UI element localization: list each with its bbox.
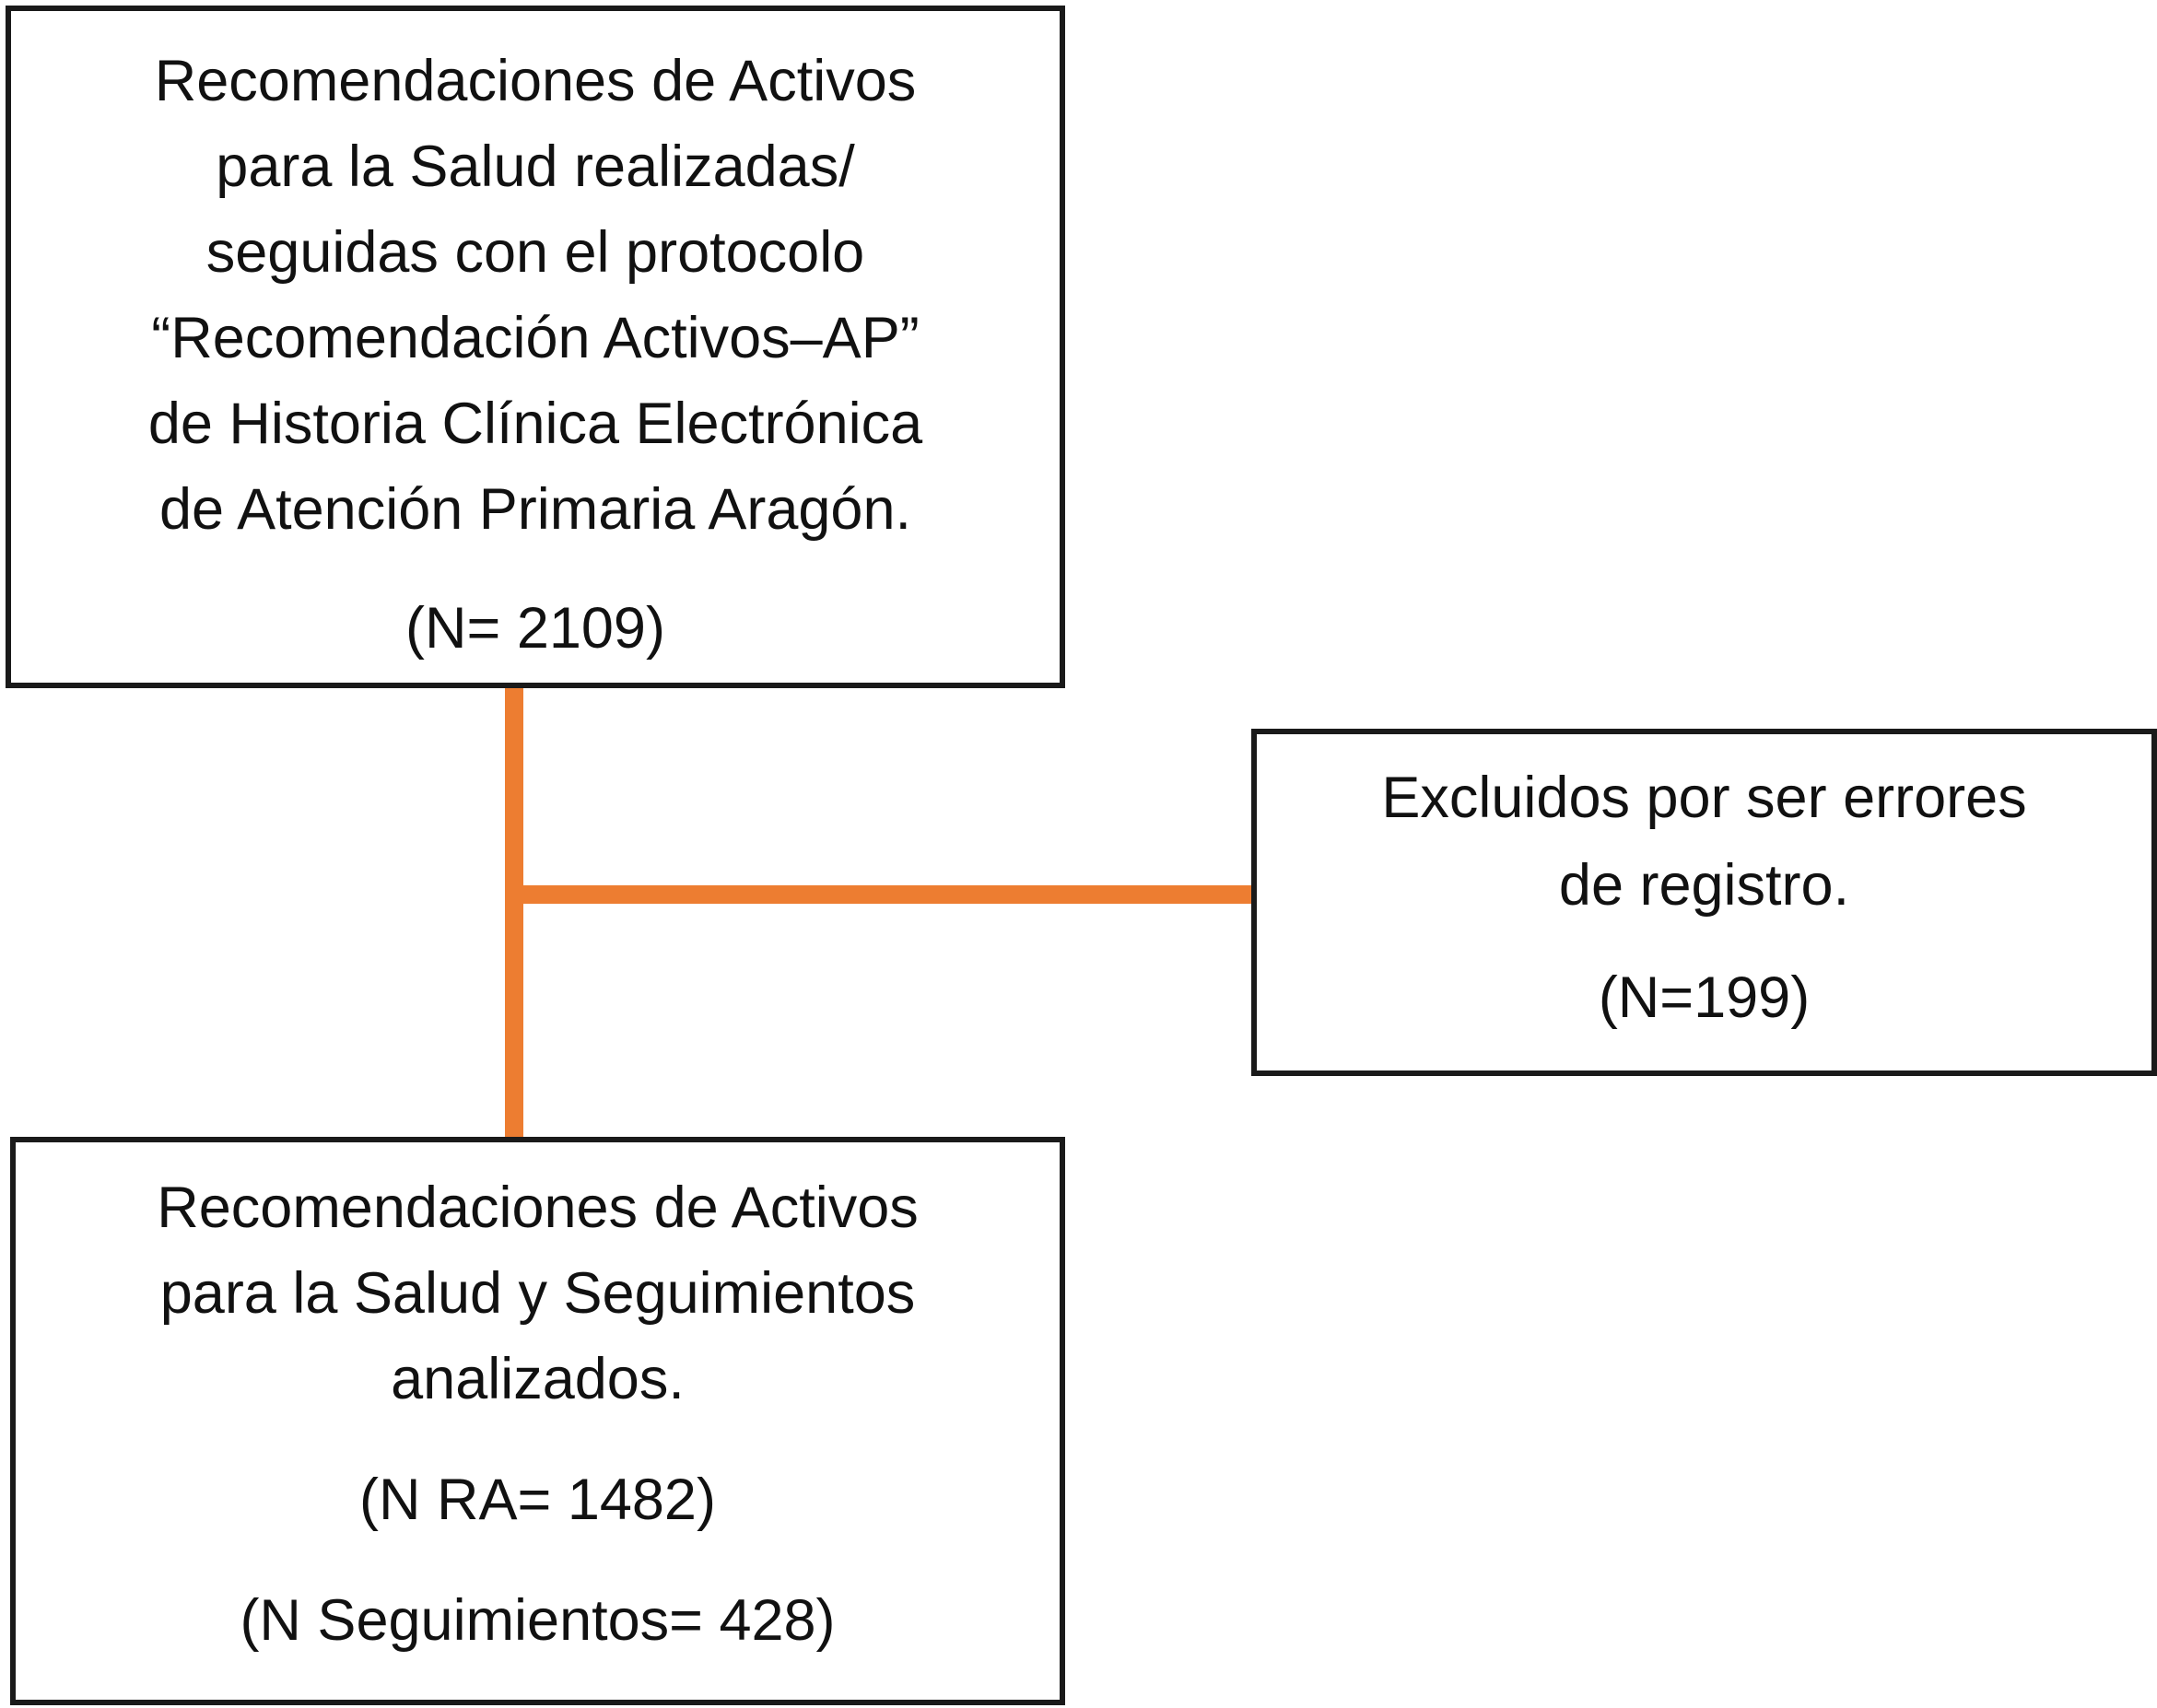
excluded-records-box	[1251, 729, 2157, 1076]
source-records-count: (N= 2109)	[405, 596, 665, 661]
analyzed-ra-count: (N RA= 1482)	[359, 1468, 716, 1532]
analyzed-followups-count: (N Seguimientos= 428)	[240, 1588, 836, 1653]
analyzed-records-box	[10, 1137, 1065, 1705]
source-records-box	[6, 6, 1065, 688]
analyzed-records-description: Recomendaciones de Activos para la Salud y Seguimientos analizados.	[157, 1176, 919, 1411]
excluded-records-count: (N=199)	[1598, 965, 1811, 1030]
source-records-description: Recomendaciones de Activos para la Salud realizadas/ seguidas con el protocolo “Recomendación Activos–AP” de Historia Clínica Electrónica de Atención Primaria Aragón.	[147, 49, 923, 542]
excluded-records-description: Excluidos por ser errores de registro.	[1381, 766, 2027, 918]
